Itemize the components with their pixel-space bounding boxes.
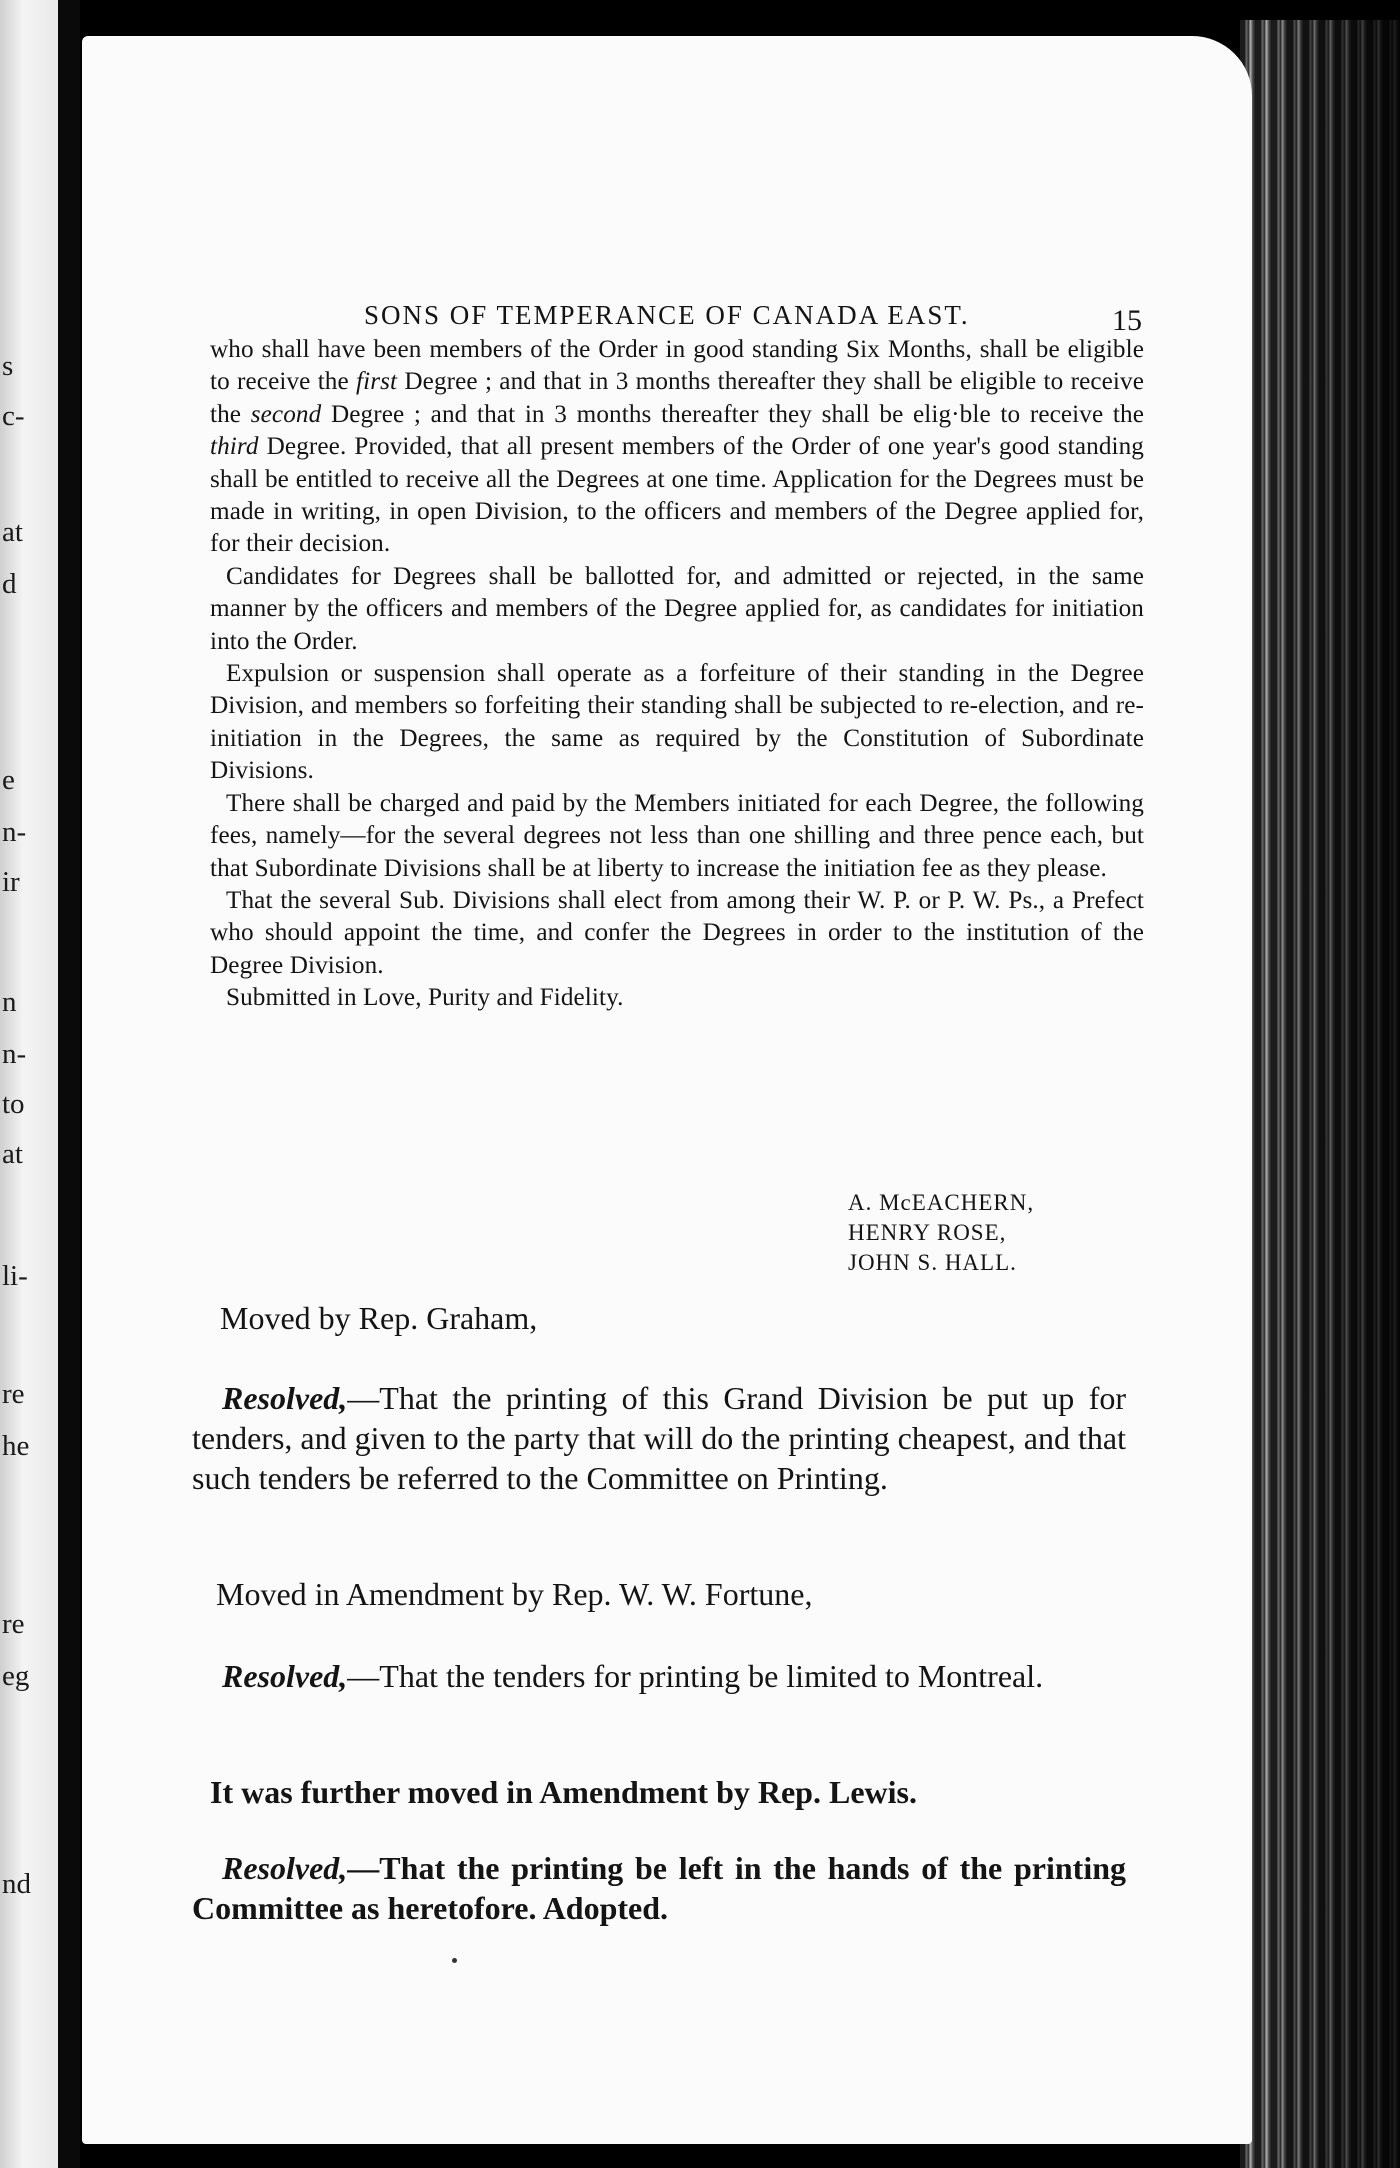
motion-2-resolution [192, 1656, 1126, 1696]
left-page-fragment: ir [2, 866, 20, 898]
motion-3-resolution [192, 1848, 1126, 1928]
ink-speck [452, 1958, 457, 1963]
left-page-fragment: c- [2, 400, 25, 432]
left-page-fragment: n [2, 986, 17, 1018]
motion-mover: It was further moved in Amendment by Rep. Lewis. [210, 1774, 917, 1810]
left-page-fragment: to [2, 1088, 25, 1120]
resolved-label: Resolved, [222, 1658, 348, 1694]
left-page-fragment: s [2, 350, 14, 382]
resolved-label: Resolved, [222, 1380, 348, 1416]
motion-1-resolution [192, 1378, 1126, 1498]
signatories [848, 1188, 1034, 1278]
report-paragraph: There shall be charged and paid by the Members initiated for each Degree, the following fees, namely—for the several degrees not less than one shilling and three pence each, but that Subordinate Divisions shall be at liberty to increase the initiation fee as they please. [210, 789, 1144, 882]
running-title: SONS OF TEMPERANCE OF CANADA EAST. [364, 300, 970, 330]
book-page-edges [1240, 20, 1400, 2168]
left-page-fragment: at [2, 516, 23, 548]
resolution-text: Resolved,—That the printing be left in the hands of the printing Committee as heretofore. Adopted. [192, 1850, 1126, 1926]
left-page-fragment: re [2, 1378, 25, 1410]
signatory-name: A. McEACHERN, [848, 1190, 1035, 1215]
left-page-fragment: nd [2, 1868, 31, 1900]
left-page-fragment: eg [2, 1660, 30, 1692]
report-text [210, 334, 1144, 1015]
left-page-fragment: n- [2, 1038, 27, 1070]
left-page-fragment: re [2, 1608, 25, 1640]
book-page [82, 36, 1252, 2144]
motion-mover: Moved by Rep. Graham, [220, 1300, 538, 1336]
motion-mover: Moved in Amendment by Rep. W. W. Fortune, [216, 1576, 813, 1612]
submitted-line: Submitted in Love, Purity and Fidelity. [226, 984, 624, 1012]
left-page-fragment: d [2, 568, 17, 600]
report-paragraph: Candidates for Degrees shall be ballotted for, and admitted or rejected, in the same manner by the officers and members of the Degree applied for, as candidates for initiation into the Order. [210, 562, 1144, 655]
motion-2 [192, 1574, 1126, 1614]
left-page-fragment: at [2, 1138, 23, 1170]
report-paragraph: who shall have been members of the Order in good standing Six Months, shall be eligible to receive the first Degree ; and that in 3 months thereafter they shall be eligible to receive the second Degree ; and that in 3 months thereafter they shall be elig·ble to receive the third Degree. Provided, that all present members of the Order of one year's good standing shall be entitled to receive all the Degrees at one time. Application for the Degrees must be made in writing, in open Division, to the officers and members of the Degree applied for, for their decision. [210, 336, 1144, 558]
signatory-name: HENRY ROSE, [848, 1220, 1007, 1245]
signatory-name: JOHN S. HALL. [848, 1250, 1017, 1275]
resolved-label: Resolved, [222, 1850, 348, 1886]
resolution-text: Resolved,—That the tenders for printing be limited to Montreal. [222, 1658, 1044, 1694]
left-page-fragment: he [2, 1430, 30, 1462]
page-header [364, 294, 1264, 337]
report-paragraph: Expulsion or suspension shall operate as a forfeiture of their standing in the Degree Division, and members so forfeiting their standing shall be subjected to re-election, and re-initiation in the Degrees, the same as required by the Constitution of Subordinate Divisions. [210, 660, 1144, 785]
motion-1 [192, 1298, 1126, 1338]
report-paragraph: That the several Sub. Divisions shall elect from among their W. P. or P. W. Ps., a Prefect who should appoint the time, and confer the Degrees in order to the institution of the Degree Division. [210, 886, 1144, 979]
left-facing-page [0, 0, 80, 2168]
left-page-fragment: n- [2, 816, 27, 848]
page-number: 15 [1112, 304, 1142, 337]
resolution-text: Resolved,—That the printing of this Grand Division be put up for tenders, and given to the party that will do the printing cheapest, and that such tenders be referred to the Committee on Printing. [192, 1380, 1126, 1496]
motion-3 [192, 1772, 1126, 1812]
left-page-fragment: li- [2, 1260, 28, 1292]
left-page-fragment: e [2, 764, 15, 796]
